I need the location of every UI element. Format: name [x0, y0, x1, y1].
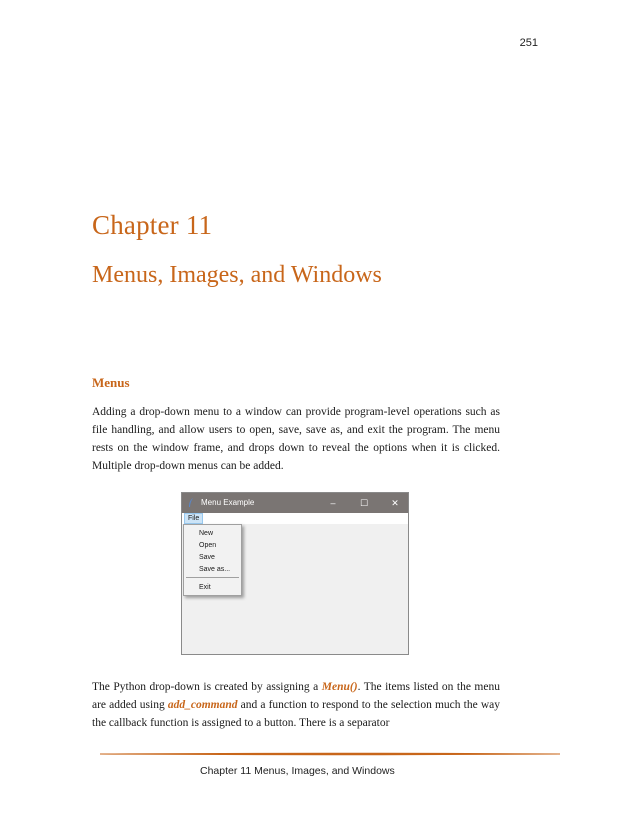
minimize-icon[interactable]: – [330, 498, 336, 508]
paragraph-intro: Adding a drop-down menu to a window can provide program-level operations such as file handling, and allow users to open, save, save as, and exit the program. The menu rests on the window frame, and drops down to reveal the options when it is clicked. Multiple drop-down menus can be added. [92, 406, 500, 472]
menu-item-open[interactable]: Open [199, 542, 217, 549]
file-menu[interactable]: File [184, 513, 203, 524]
menu-item-save[interactable]: Save [199, 554, 215, 561]
maximize-icon[interactable]: ☐ [359, 498, 369, 508]
chapter-number: Chapter 11 [92, 210, 213, 240]
window-titlebar [182, 493, 408, 513]
file-dropdown [183, 524, 242, 596]
paragraph-text: . The items listed on the menu are added using [92, 681, 500, 711]
window-title: Menu Example [201, 498, 255, 507]
menu-item-save-as[interactable]: Save as... [199, 566, 231, 573]
feather-icon [188, 498, 194, 508]
menu-separator [186, 577, 239, 578]
paragraph-menu-creation [92, 678, 500, 732]
menu-item-exit[interactable]: Exit [199, 584, 211, 591]
menu-example-window [181, 492, 409, 655]
footer-text: Chapter 11 Menus, Images, and Windows [200, 765, 395, 777]
code-menu: Menu() [321, 681, 358, 693]
menubar [182, 513, 408, 524]
paragraph-text: The Python drop-down is created by assigning a [92, 681, 322, 693]
paragraph-text: and a function to respond to the selection much the way the callback function is assigned to a button. There is a separator [92, 699, 501, 729]
page-number: 251 [519, 37, 538, 49]
chapter-title: Menus, Images, and Windows [92, 262, 382, 288]
close-icon[interactable]: ✕ [391, 498, 399, 508]
footer-rule [100, 752, 560, 756]
section-heading: Menus [92, 375, 130, 390]
menu-item-new[interactable]: New [199, 530, 214, 537]
code-add-command: add_command [167, 699, 238, 711]
